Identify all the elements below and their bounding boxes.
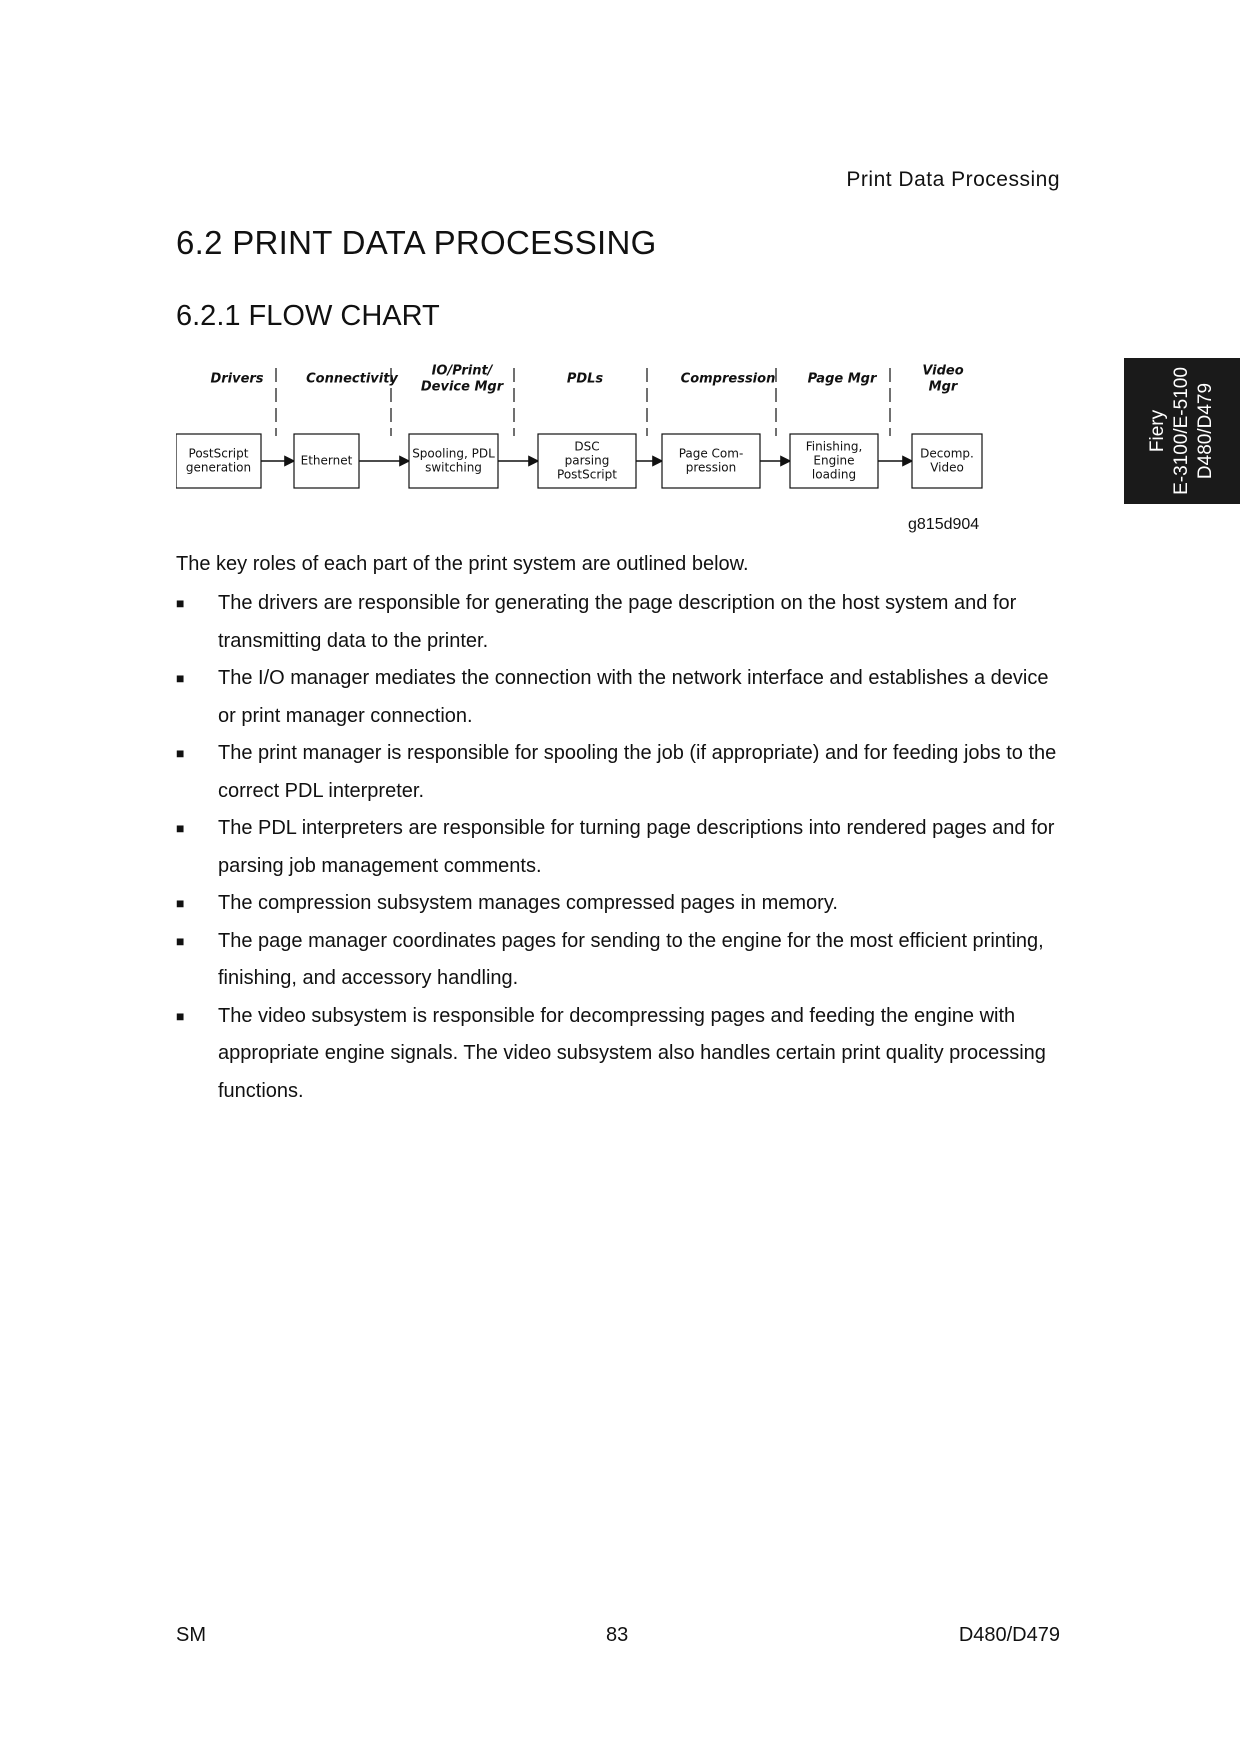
process-box-label: Finishing, xyxy=(805,439,863,454)
list-item-text: The PDL interpreters are responsible for turning page descriptions into rendered pages and for parsing job management comments. xyxy=(218,817,1055,877)
process-box-label: generation xyxy=(185,460,252,475)
process-box-label: Spooling, PDL xyxy=(412,446,495,461)
list-item-text: The drivers are responsible for generating the page description on the host system and for transmitting data to the printer. xyxy=(218,592,1017,652)
flow-chart-svg xyxy=(176,360,1006,495)
process-box-label: parsing xyxy=(564,453,610,468)
stage-label: Device Mgr xyxy=(420,379,504,395)
bullet-mark: ■ xyxy=(176,745,185,761)
list-item-text: The I/O manager mediates the connection with the network interface and establishes a device or print manager connection. xyxy=(218,667,1049,727)
footer-right: D480/D479 xyxy=(958,1624,1060,1646)
list-item-text: The video subsystem is responsible for decompressing pages and feeding the engine with appropriate engine signals. The video subsystem also handles certain print quality processing functions. xyxy=(218,1004,1046,1102)
stage-label: PDLs xyxy=(566,371,604,387)
list-item-text: The compression subsystem manages compressed pages in memory. xyxy=(218,892,838,914)
list-item-text: The print manager is responsible for spooling the job (if appropriate) and for feeding jobs to the correct PDL interpreter. xyxy=(218,742,1057,802)
process-box-label: PostScript xyxy=(188,446,249,461)
side-tab-line: E-3100/E-5100 xyxy=(1171,367,1192,495)
intro-text: The key roles of each part of the print system are outlined below. xyxy=(176,553,749,575)
bullet-mark: ■ xyxy=(176,670,185,686)
bullet-mark: ■ xyxy=(176,595,185,611)
process-box-label: Decomp. xyxy=(920,446,974,461)
subsection-title: 6.2.1 FLOW CHART xyxy=(176,300,440,332)
section-title: 6.2 PRINT DATA PROCESSING xyxy=(176,224,657,261)
list-item xyxy=(176,998,1066,1111)
footer-left: SM xyxy=(176,1624,206,1646)
side-tab-line: D480/D479 xyxy=(1195,382,1216,480)
list-item xyxy=(176,885,1066,923)
stage-label: Compression xyxy=(680,371,776,387)
figure-id: g815d904 xyxy=(908,516,980,533)
running-header: Print Data Processing xyxy=(846,168,1060,191)
stage-label: Page Mgr xyxy=(807,371,877,387)
stage-label: Drivers xyxy=(210,371,264,387)
bullet-mark: ■ xyxy=(176,895,185,911)
process-box-label: loading xyxy=(811,467,857,482)
bullet-mark: ■ xyxy=(176,932,185,949)
stage-label: Connectivity xyxy=(306,371,398,387)
stage-label: Video xyxy=(922,363,964,379)
process-box-label: Ethernet xyxy=(300,453,353,468)
page-number: 83 xyxy=(606,1624,629,1646)
process-box-label: Page Com- xyxy=(678,446,744,461)
side-tab-line: Fiery xyxy=(1147,409,1168,453)
stage-label: Mgr xyxy=(928,379,958,395)
flow-chart xyxy=(176,360,1006,500)
list-item xyxy=(176,923,1066,998)
side-tab-label xyxy=(1146,367,1218,495)
bullet-mark: ■ xyxy=(176,820,185,836)
process-box-label: pression xyxy=(685,460,737,475)
list-item xyxy=(176,810,1066,885)
list-item xyxy=(176,585,1066,660)
process-box-label: switching xyxy=(425,460,482,475)
process-box-label: Video xyxy=(930,460,964,475)
bullet-mark: ■ xyxy=(176,1007,185,1024)
list-item-text: The page manager coordinates pages for sending to the engine for the most efficient printing, finishing, and accessory handling. xyxy=(218,929,1044,989)
list-item xyxy=(176,660,1066,735)
process-box-label: PostScript xyxy=(557,467,617,482)
role-list xyxy=(176,585,1066,1110)
stage-label: IO/Print/ xyxy=(431,363,493,379)
side-tab xyxy=(1124,358,1240,504)
process-box-label: Engine xyxy=(813,453,855,468)
process-box-label: DSC xyxy=(574,439,600,454)
list-item xyxy=(176,735,1066,810)
